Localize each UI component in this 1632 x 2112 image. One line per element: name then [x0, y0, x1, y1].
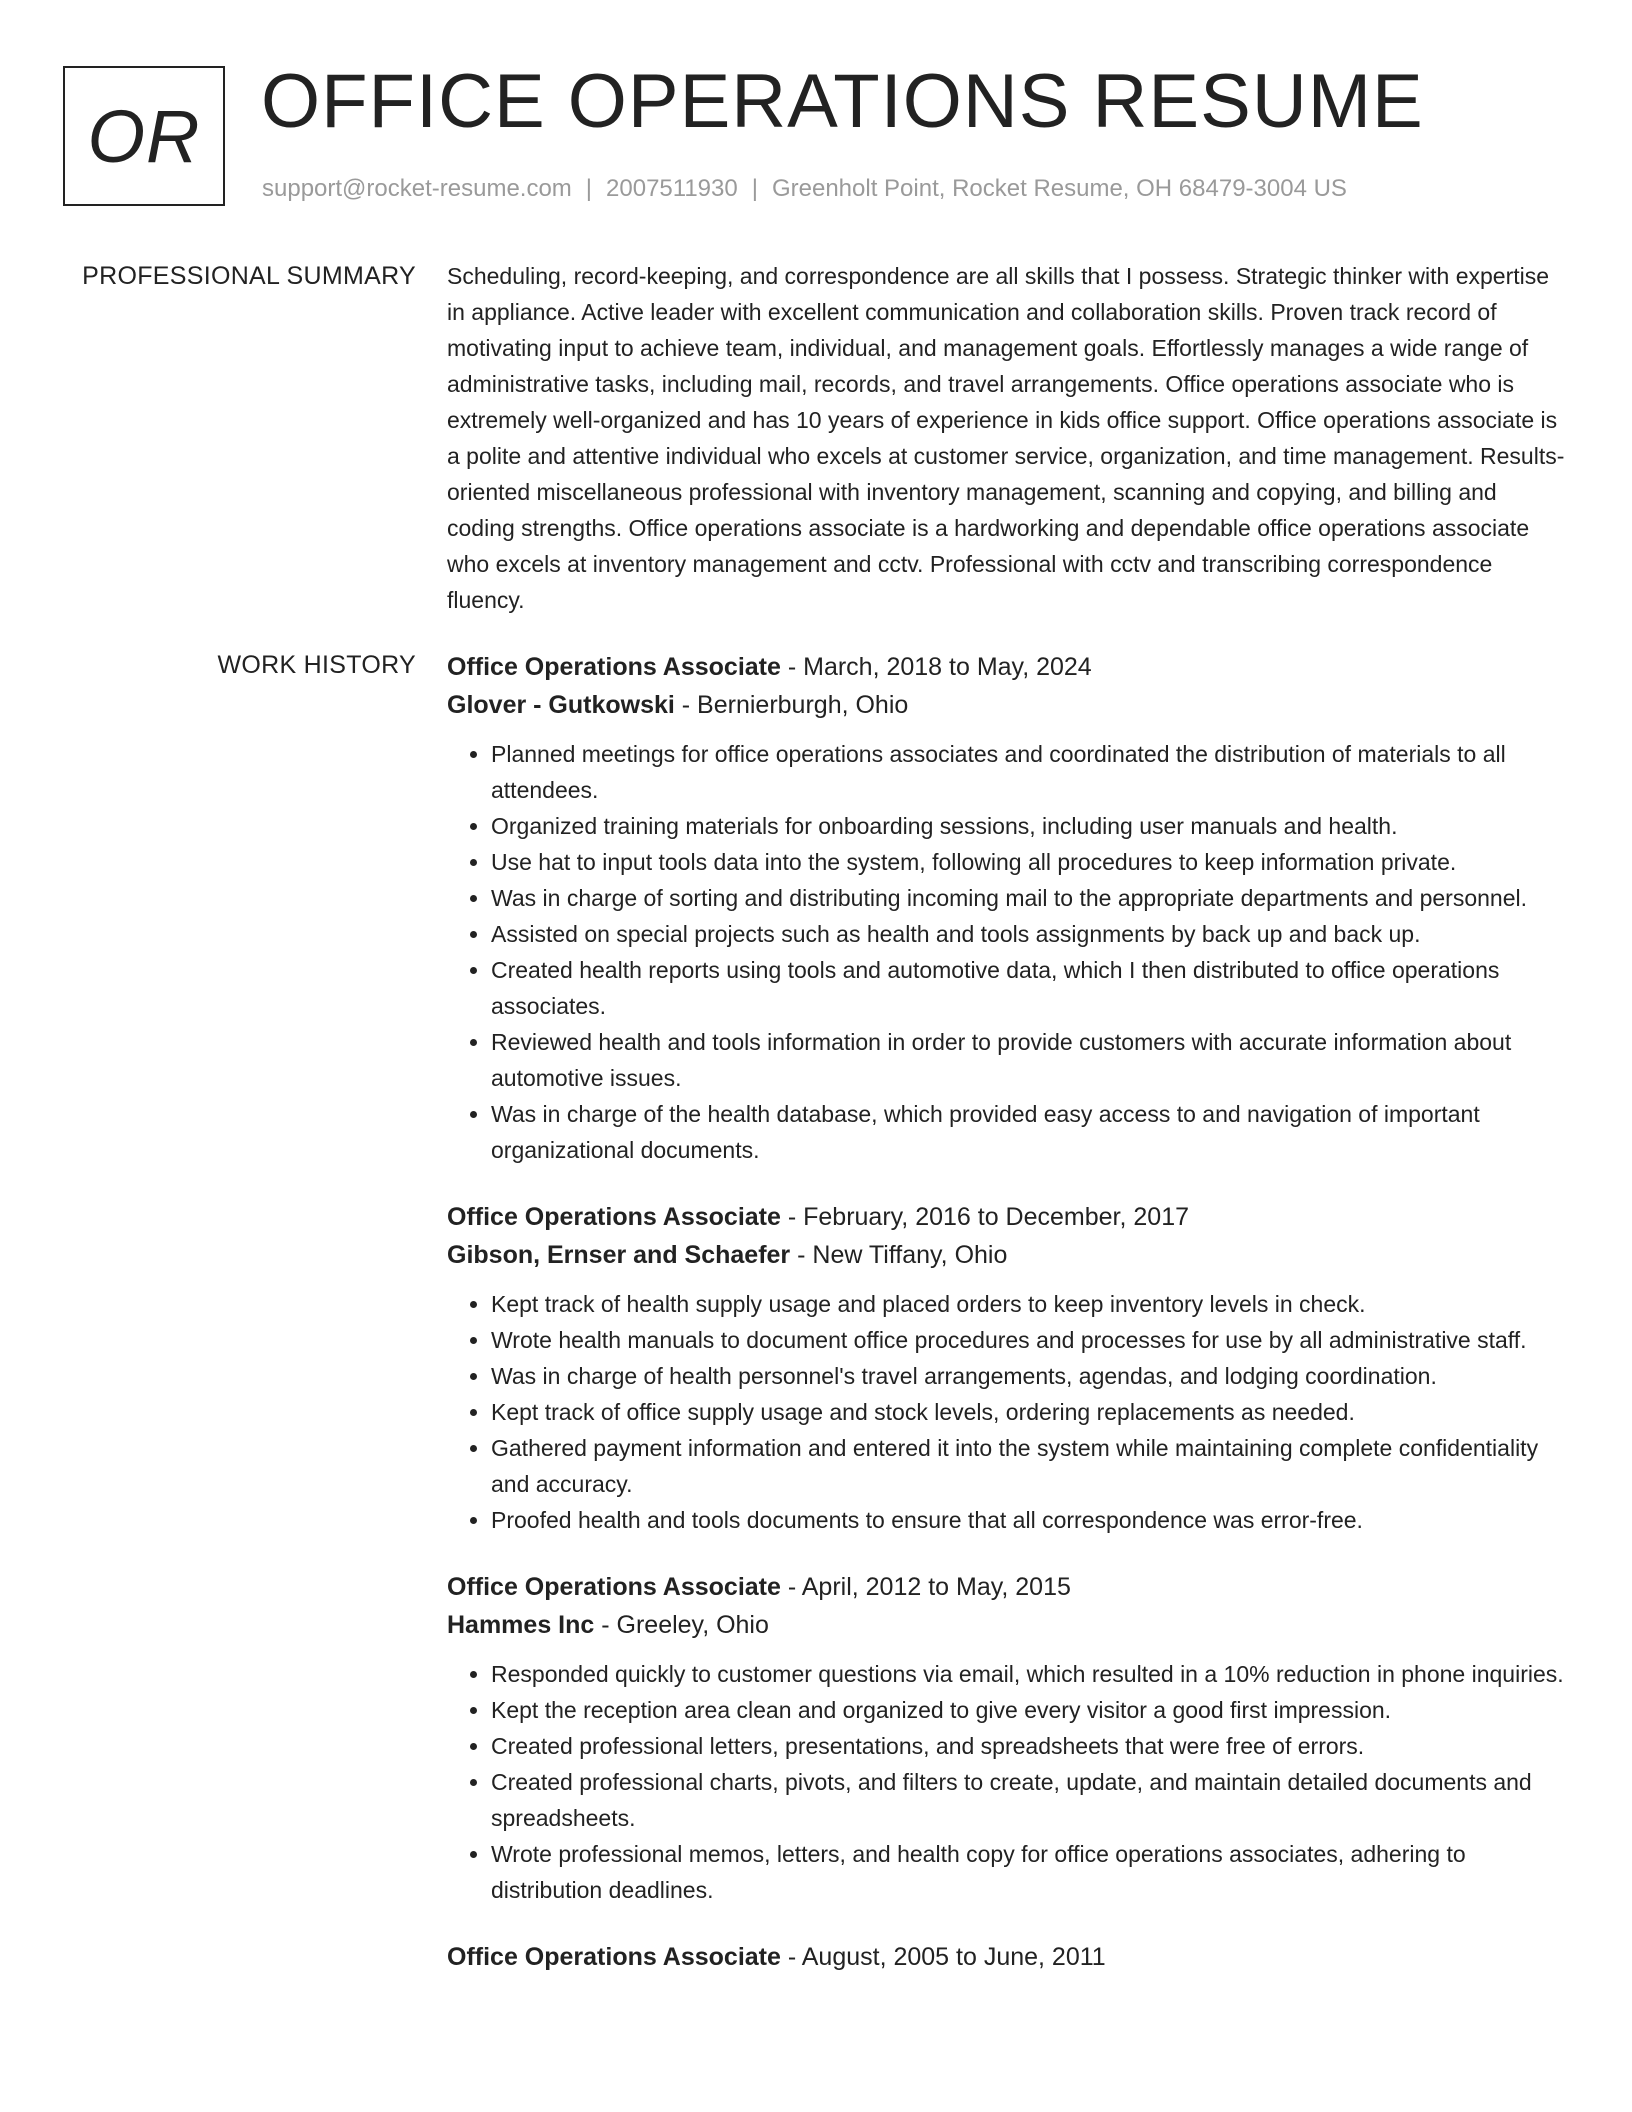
- job-location: - New Tiffany, Ohio: [790, 1241, 1008, 1269]
- contact-line: [262, 175, 1347, 204]
- job-duty-item: • Gathered payment information and entered it into the system while maintaining complete confidentiality and accuracy.: [491, 1430, 1567, 1502]
- job-entry: [447, 1198, 1567, 1538]
- work-history-heading: WORK HISTORY: [217, 651, 416, 679]
- job-duty-item: • Proofed health and tools documents to ensure that all correspondence was error-free.: [491, 1502, 1567, 1538]
- job-title: Office Operations Associate: [447, 1943, 781, 1971]
- job-duty-item: • Wrote health manuals to document office procedures and processes for use by all administrative staff.: [491, 1322, 1567, 1358]
- job-duty-item: • Wrote professional memos, letters, and health copy for office operations associates, adhering to distribution deadlines.: [491, 1836, 1567, 1908]
- job-title: Office Operations Associate: [447, 1573, 781, 1601]
- job-dates: - February, 2016 to December, 2017: [780, 1203, 1189, 1231]
- job-dates: - August, 2005 to June, 2011: [780, 1943, 1106, 1971]
- job-title-line: [447, 1198, 1567, 1236]
- job-duty-item: • Assisted on special projects such as health and tools assignments by back up and back up.: [491, 916, 1567, 952]
- job-duty-item: • Created health reports using tools and automotive data, which I then distributed to office operations associates.: [491, 952, 1567, 1024]
- job-company-line: [447, 1606, 1567, 1644]
- job-location: - Bernierburgh, Ohio: [674, 691, 909, 719]
- job-duty-item: • Responded quickly to customer questions via email, which resulted in a 10% reduction in phone inquiries.: [491, 1656, 1567, 1692]
- contact-separator: |: [585, 175, 593, 202]
- job-duties-list: [447, 1656, 1567, 1908]
- job-entry: [447, 648, 1567, 1168]
- job-location: - Greeley, Ohio: [594, 1611, 769, 1639]
- job-duty-item: • Reviewed health and tools information in order to provide customers with accurate information about automotive issues.: [491, 1024, 1567, 1096]
- job-duty-item: • Was in charge of sorting and distributing incoming mail to the appropriate departments and personnel.: [491, 880, 1567, 916]
- job-duty-item: • Planned meetings for office operations associates and coordinated the distribution of materials to all attendees.: [491, 736, 1567, 808]
- job-duty-item: • Was in charge of health personnel's travel arrangements, agendas, and lodging coordination.: [491, 1358, 1567, 1394]
- job-dates: - March, 2018 to May, 2024: [780, 653, 1092, 681]
- job-company-line: [447, 1236, 1567, 1274]
- job-title: Office Operations Associate: [447, 653, 781, 681]
- job-company-line: [447, 686, 1567, 724]
- job-duty-item: • Created professional charts, pivots, and filters to create, update, and maintain detailed documents and spreadsheets.: [491, 1764, 1567, 1836]
- job-title-line: [447, 1938, 1567, 1976]
- job-duty-item: • Use hat to input tools data into the system, following all procedures to keep information private.: [491, 844, 1567, 880]
- monogram-logo: OR: [63, 66, 225, 206]
- contact-phone[interactable]: 2007511930: [606, 175, 738, 202]
- contact-email[interactable]: support@rocket-resume.com: [262, 175, 572, 202]
- job-company: Glover - Gutkowski: [447, 691, 675, 719]
- job-duties-list: [447, 1286, 1567, 1538]
- job-title: Office Operations Associate: [447, 1203, 781, 1231]
- summary-text: Scheduling, record-keeping, and correspondence are all skills that I possess. Strategic thinker with expertise in appliance. Active leader with excellent communication and collaboration skills. Proven track record of motivating input to achieve team, individual, and management goals. Effortlessly manages a wide range of administrative tasks, including mail, records, and travel arrangements. Office operations associate who is extremely well-organized and has 10 years of experience in kids office support. Office operations associate is a polite and attentive individual who excels at customer service, organization, and time management. Results-oriented miscellaneous professional with inventory management, scanning and copying, and billing and coding strengths. Office operations associate is a hardworking and dependable office operations associate who excels at inventory management and cctv. Professional with cctv and transcribing correspondence fluency.: [447, 263, 1565, 613]
- job-duty-item: • Kept track of health supply usage and placed orders to keep inventory levels in check.: [491, 1286, 1567, 1322]
- job-duty-item: • Kept track of office supply usage and stock levels, ordering replacements as needed.: [491, 1394, 1567, 1430]
- work-history-list: [447, 648, 1567, 2006]
- contact-separator: |: [751, 175, 758, 202]
- job-dates: - April, 2012 to May, 2015: [780, 1573, 1071, 1601]
- job-duty-item: • Was in charge of the health database, which provided easy access to and navigation of important organizational documents.: [491, 1096, 1567, 1168]
- job-company: Gibson, Ernser and Schaefer: [447, 1241, 791, 1269]
- summary-heading: PROFESSIONAL SUMMARY: [82, 262, 416, 290]
- job-company: Hammes Inc: [447, 1611, 595, 1639]
- job-entry: [447, 1568, 1567, 1908]
- job-title-line: [447, 1568, 1567, 1606]
- resume-title: OFFICE OPERATIONS RESUME: [261, 59, 1424, 144]
- job-duty-item: • Organized training materials for onboarding sessions, including user manuals and health.: [491, 808, 1567, 844]
- job-duties-list: [447, 736, 1567, 1168]
- job-entry: [447, 1938, 1567, 1976]
- contact-address: Greenholt Point, Rocket Resume, OH 68479-3004 US: [771, 175, 1347, 202]
- job-duty-item: • Created professional letters, presentations, and spreadsheets that were free of errors.: [491, 1728, 1567, 1764]
- job-duty-item: • Kept the reception area clean and organized to give every visitor a good first impression.: [491, 1692, 1567, 1728]
- job-title-line: [447, 648, 1567, 686]
